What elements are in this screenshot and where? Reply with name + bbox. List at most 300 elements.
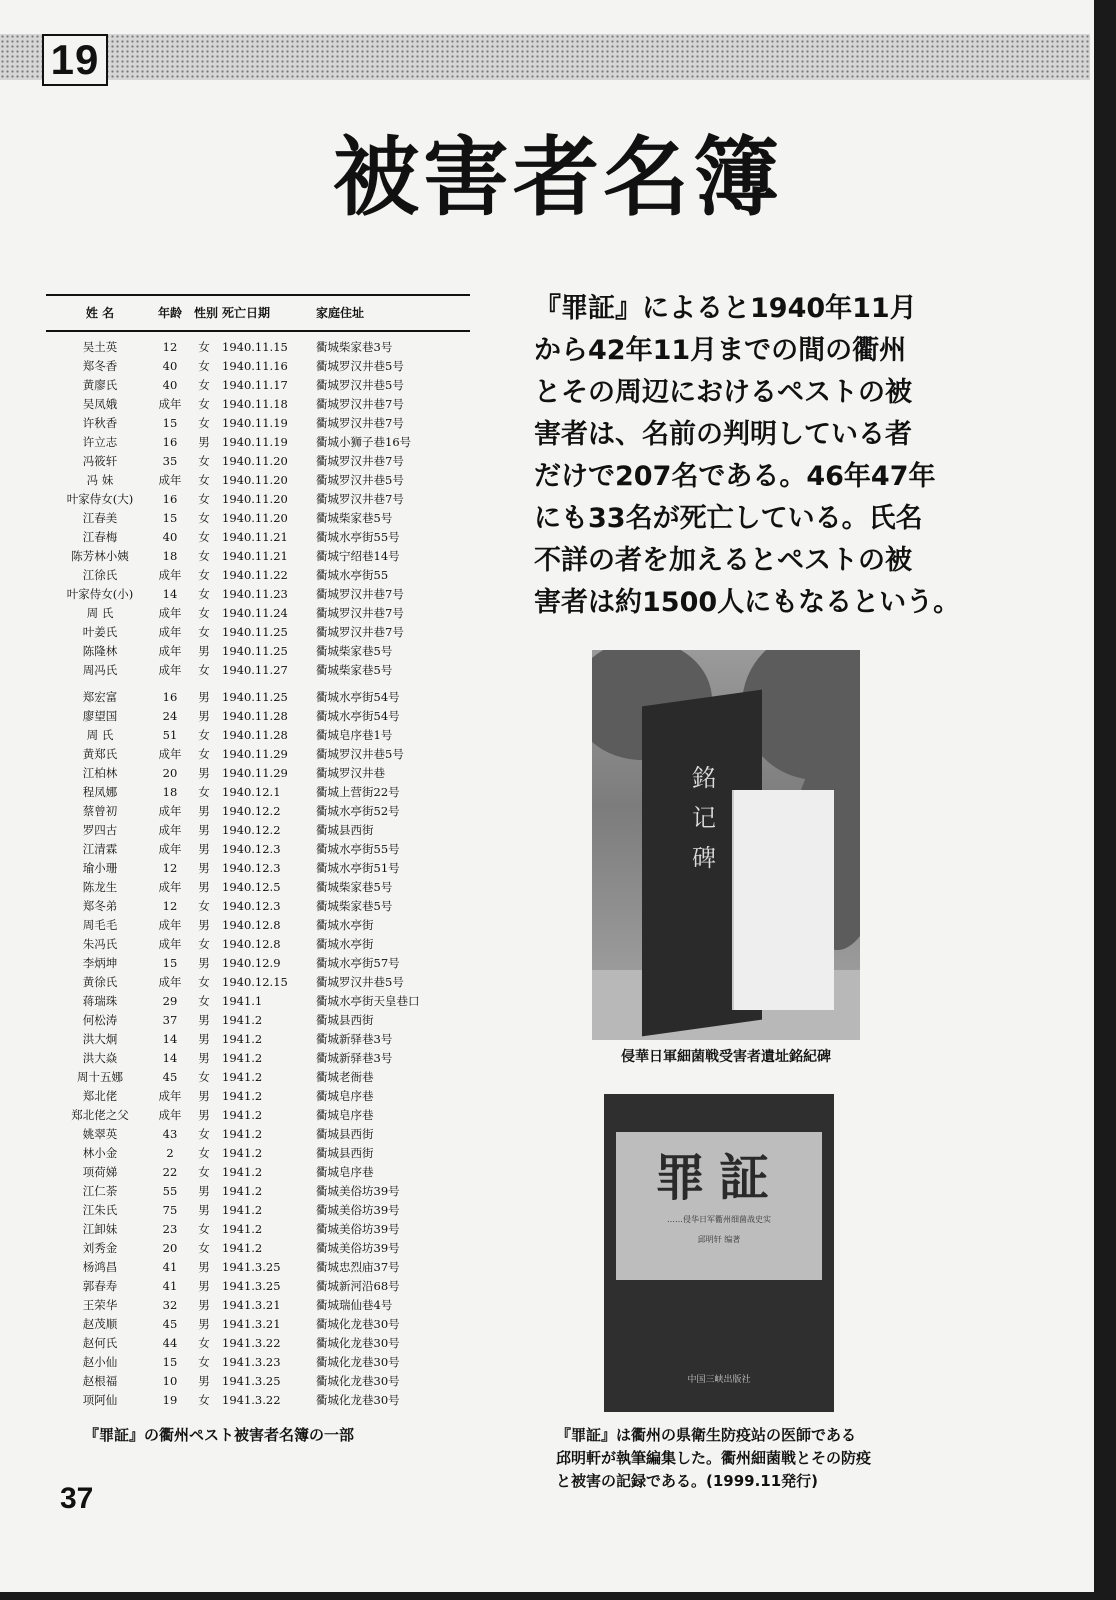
cell-age: 14 bbox=[162, 587, 178, 601]
cell-address: 衢城皂序巷 bbox=[316, 1108, 374, 1122]
cell-age: 51 bbox=[162, 728, 178, 742]
cell-name: 郑北佬 bbox=[82, 1089, 118, 1103]
cell-sex: 男 bbox=[198, 1298, 210, 1312]
cell-sex: 男 bbox=[198, 956, 210, 970]
table-row bbox=[46, 1239, 470, 1258]
table-row bbox=[46, 1163, 470, 1182]
cell-date: 1941.1 bbox=[222, 994, 263, 1008]
cell-name: 罗四古 bbox=[82, 823, 118, 837]
cell-age: 75 bbox=[162, 1203, 178, 1217]
cell-name: 江春美 bbox=[82, 511, 118, 525]
table-row bbox=[46, 992, 470, 1011]
cell-name: 程凤娜 bbox=[82, 785, 118, 799]
cell-name: 黄廖氏 bbox=[82, 378, 118, 392]
cell-date: 1940.12.2 bbox=[222, 804, 281, 818]
book-publisher: 中国三峡出版社 bbox=[687, 1375, 751, 1385]
cell-name: 李炳坤 bbox=[82, 956, 118, 970]
book-caption-line: と被害の記録である。(1999.11発行) bbox=[556, 1472, 819, 1490]
table-row bbox=[46, 642, 470, 661]
cell-name: 赵小仙 bbox=[82, 1355, 118, 1369]
table-row bbox=[46, 1144, 470, 1163]
cell-date: 1941.3.25 bbox=[222, 1260, 281, 1274]
cell-date: 1940.11.29 bbox=[222, 766, 288, 780]
cell-age: 15 bbox=[162, 511, 178, 525]
cell-name: 赵何氏 bbox=[82, 1336, 118, 1350]
cell-sex: 男 bbox=[198, 880, 210, 894]
table-row bbox=[46, 802, 470, 821]
cell-name: 叶家侍女(小) bbox=[66, 587, 134, 601]
table-row bbox=[46, 783, 470, 802]
cell-age: 成年 bbox=[158, 842, 182, 856]
cell-address: 衢城县西街 bbox=[316, 823, 374, 837]
cell-age: 16 bbox=[162, 690, 178, 704]
cell-address: 衢城罗汉井巷7号 bbox=[316, 416, 404, 430]
cell-address: 衢城化龙巷30号 bbox=[316, 1317, 400, 1331]
cell-date: 1940.11.23 bbox=[222, 587, 288, 601]
table-row bbox=[46, 1277, 470, 1296]
cell-sex: 女 bbox=[198, 587, 210, 601]
cell-address: 衢城水亭街 bbox=[316, 937, 374, 951]
cell-date: 1940.12.2 bbox=[222, 823, 281, 837]
cell-name: 江朱氏 bbox=[82, 1203, 118, 1217]
cell-address: 衢城罗汉井巷5号 bbox=[316, 359, 404, 373]
table-row bbox=[46, 623, 470, 642]
cell-sex: 女 bbox=[198, 397, 210, 411]
paragraph-line: 害者は、名前の判明している者 bbox=[534, 419, 912, 450]
cell-address: 衢城柴家巷5号 bbox=[316, 880, 393, 894]
book-caption-line: 邱明軒が執筆編集した。衢州細菌戦とその防疫 bbox=[556, 1449, 872, 1467]
page-title: 被害者名簿 bbox=[333, 128, 783, 228]
cell-address: 衢城新驿巷3号 bbox=[316, 1051, 393, 1065]
cell-age: 15 bbox=[162, 1355, 178, 1369]
cell-name: 冯筱轩 bbox=[82, 454, 118, 468]
book-caption-line: 『罪証』は衢州の県衛生防疫站の医師である bbox=[556, 1426, 857, 1444]
cell-address: 衢城水亭街52号 bbox=[316, 804, 400, 818]
table-row bbox=[46, 688, 470, 707]
cell-sex: 女 bbox=[198, 1222, 210, 1236]
cell-date: 1941.2 bbox=[222, 1013, 263, 1027]
cell-age: 45 bbox=[162, 1070, 178, 1084]
cell-address: 衢城新驿巷3号 bbox=[316, 1032, 393, 1046]
cell-date: 1940.12.15 bbox=[222, 975, 288, 989]
cell-date: 1940.11.28 bbox=[222, 709, 288, 723]
cell-sex: 女 bbox=[198, 747, 210, 761]
cell-address: 衢城宁绍巷14号 bbox=[316, 549, 400, 563]
cell-name: 吴凤娥 bbox=[82, 397, 118, 411]
cell-name: 郑宏富 bbox=[82, 690, 118, 704]
cell-name: 姚翠英 bbox=[82, 1127, 118, 1141]
table-row bbox=[46, 840, 470, 859]
cell-age: 18 bbox=[162, 785, 178, 799]
cell-date: 1941.2 bbox=[222, 1222, 263, 1236]
cell-address: 衢城新河沿68号 bbox=[316, 1279, 400, 1293]
cell-sex: 女 bbox=[198, 1355, 210, 1369]
cell-date: 1940.12.1 bbox=[222, 785, 281, 799]
cell-name: 叶家侍女(大) bbox=[66, 492, 134, 506]
cell-date: 1940.12.3 bbox=[222, 842, 281, 856]
cell-address: 衢城柴家巷5号 bbox=[316, 899, 393, 913]
cell-age: 成年 bbox=[158, 975, 182, 989]
cell-sex: 女 bbox=[198, 663, 210, 677]
table-row bbox=[46, 547, 470, 566]
cell-age: 12 bbox=[162, 899, 178, 913]
table-row bbox=[46, 414, 470, 433]
table-row bbox=[46, 935, 470, 954]
cell-address: 衢城水亭街55 bbox=[316, 568, 389, 582]
table-row bbox=[46, 1296, 470, 1315]
cell-age: 2 bbox=[166, 1146, 174, 1160]
cell-date: 1940.11.22 bbox=[222, 568, 288, 582]
cell-name: 蔡曾初 bbox=[82, 804, 118, 818]
cell-address: 衢城美俗坊39号 bbox=[316, 1241, 400, 1255]
table-row bbox=[46, 1353, 470, 1372]
cell-date: 1940.11.29 bbox=[222, 747, 288, 761]
cell-sex: 女 bbox=[198, 975, 210, 989]
cell-address: 衢城瑞仙巷4号 bbox=[316, 1298, 393, 1312]
table-row bbox=[46, 859, 470, 878]
cell-sex: 女 bbox=[198, 1393, 210, 1407]
cell-name: 郑北佬之父 bbox=[71, 1108, 129, 1122]
cell-sex: 男 bbox=[198, 1203, 210, 1217]
description-paragraph bbox=[534, 288, 970, 624]
cell-age: 成年 bbox=[158, 568, 182, 582]
cell-age: 45 bbox=[162, 1317, 178, 1331]
cell-name: 江仁荼 bbox=[82, 1184, 118, 1198]
cell-age: 20 bbox=[162, 1241, 178, 1255]
cell-address: 衢城罗汉井巷7号 bbox=[316, 587, 404, 601]
cell-sex: 男 bbox=[198, 1317, 210, 1331]
col-sex: 性别 bbox=[194, 306, 219, 320]
cell-address: 衢城上营街22号 bbox=[316, 785, 400, 799]
cell-age: 40 bbox=[162, 359, 178, 373]
cell-sex: 男 bbox=[198, 644, 210, 658]
cell-sex: 女 bbox=[198, 492, 210, 506]
cell-age: 41 bbox=[162, 1279, 178, 1293]
cell-sex: 男 bbox=[198, 1108, 210, 1122]
cell-sex: 女 bbox=[198, 785, 210, 799]
cell-address: 衢城化龙巷30号 bbox=[316, 1374, 400, 1388]
memorial-slab bbox=[732, 790, 834, 1010]
table-row bbox=[46, 726, 470, 745]
paragraph-line: にも33名が死亡している。氏名 bbox=[534, 503, 923, 534]
cell-age: 成年 bbox=[158, 823, 182, 837]
cell-name: 郑冬弟 bbox=[82, 899, 118, 913]
section-number: 19 bbox=[42, 34, 108, 86]
cell-sex: 女 bbox=[198, 606, 210, 620]
cell-date: 1940.11.19 bbox=[222, 435, 288, 449]
cell-name: 郭春寿 bbox=[82, 1279, 118, 1293]
cell-address: 衢城水亭街55号 bbox=[316, 530, 400, 544]
cell-sex: 女 bbox=[198, 454, 210, 468]
table-row bbox=[46, 376, 470, 395]
table-body bbox=[46, 332, 470, 1408]
cell-name: 周冯氏 bbox=[82, 663, 118, 677]
table-row bbox=[46, 1125, 470, 1144]
cell-date: 1940.11.25 bbox=[222, 690, 288, 704]
cell-name: 冯 妹 bbox=[86, 473, 114, 487]
cell-sex: 女 bbox=[198, 728, 210, 742]
cell-date: 1941.2 bbox=[222, 1051, 263, 1065]
cell-age: 成年 bbox=[158, 937, 182, 951]
cell-sex: 男 bbox=[198, 1279, 210, 1293]
cell-name: 江柏林 bbox=[82, 766, 118, 780]
table-row bbox=[46, 452, 470, 471]
cell-date: 1940.12.8 bbox=[222, 918, 281, 932]
cell-date: 1941.3.22 bbox=[222, 1393, 281, 1407]
page-edge-shadow bbox=[1094, 0, 1116, 1600]
cell-date: 1940.12.8 bbox=[222, 937, 281, 951]
cell-name: 陈芳林小姨 bbox=[71, 549, 129, 563]
book-subtitle: ……侵华日军衢州细菌战史实 bbox=[667, 1215, 771, 1224]
cell-address: 衢城罗汉井巷5号 bbox=[316, 378, 404, 392]
cell-date: 1940.11.18 bbox=[222, 397, 288, 411]
cell-address: 衢城罗汉井巷5号 bbox=[316, 747, 404, 761]
cell-age: 成年 bbox=[158, 1089, 182, 1103]
cell-age: 成年 bbox=[158, 644, 182, 658]
cell-age: 成年 bbox=[158, 606, 182, 620]
page-bottom-edge bbox=[0, 1592, 1116, 1600]
cell-age: 23 bbox=[162, 1222, 178, 1236]
cell-sex: 女 bbox=[198, 568, 210, 582]
cell-date: 1940.12.3 bbox=[222, 861, 281, 875]
cell-age: 44 bbox=[162, 1336, 178, 1350]
cell-sex: 男 bbox=[198, 1032, 210, 1046]
cell-name: 王荣华 bbox=[82, 1298, 118, 1312]
cell-sex: 男 bbox=[198, 1013, 210, 1027]
cell-sex: 男 bbox=[198, 709, 210, 723]
cell-age: 14 bbox=[162, 1032, 178, 1046]
table-row bbox=[46, 1258, 470, 1277]
cell-address: 衢城化龙巷30号 bbox=[316, 1336, 400, 1350]
cell-age: 成年 bbox=[158, 625, 182, 639]
cell-address: 衢城美俗坊39号 bbox=[316, 1203, 400, 1217]
cell-sex: 女 bbox=[198, 1127, 210, 1141]
table-row bbox=[46, 661, 470, 680]
cell-sex: 男 bbox=[198, 1260, 210, 1274]
book-author: 邱明轩 编著 bbox=[697, 1235, 741, 1244]
cell-date: 1941.2 bbox=[222, 1108, 263, 1122]
cell-name: 许秋香 bbox=[82, 416, 118, 430]
table-row bbox=[46, 707, 470, 726]
cell-address: 衢城水亭街55号 bbox=[316, 842, 400, 856]
cell-sex: 女 bbox=[198, 473, 210, 487]
cell-address: 衢城水亭街 bbox=[316, 918, 374, 932]
table-row bbox=[46, 604, 470, 623]
cell-date: 1941.2 bbox=[222, 1127, 263, 1141]
cell-age: 10 bbox=[162, 1374, 178, 1388]
cell-sex: 女 bbox=[198, 994, 210, 1008]
cell-address: 衢城皂序巷1号 bbox=[316, 728, 393, 742]
cell-address: 衢城罗汉井巷7号 bbox=[316, 397, 404, 411]
cell-sex: 女 bbox=[198, 1241, 210, 1255]
cell-sex: 女 bbox=[198, 378, 210, 392]
table-row bbox=[46, 1106, 470, 1125]
table-row bbox=[46, 433, 470, 452]
cell-date: 1940.11.21 bbox=[222, 549, 288, 563]
cell-sex: 男 bbox=[198, 823, 210, 837]
cell-sex: 男 bbox=[198, 1184, 210, 1198]
cell-age: 55 bbox=[162, 1184, 178, 1198]
cell-sex: 女 bbox=[198, 1336, 210, 1350]
table-row bbox=[46, 1201, 470, 1220]
cell-sex: 女 bbox=[198, 359, 210, 373]
cell-address: 衢城罗汉井巷7号 bbox=[316, 492, 404, 506]
cell-name: 洪大焱 bbox=[82, 1051, 118, 1065]
cell-date: 1940.12.3 bbox=[222, 899, 281, 913]
cell-age: 32 bbox=[162, 1298, 178, 1312]
cell-name: 江卸妹 bbox=[82, 1222, 118, 1236]
cell-age: 18 bbox=[162, 549, 178, 563]
cell-age: 成年 bbox=[158, 747, 182, 761]
cell-name: 朱冯氏 bbox=[82, 937, 118, 951]
cell-address: 衢城化龙巷30号 bbox=[316, 1355, 400, 1369]
table-row bbox=[46, 1049, 470, 1068]
paragraph-line: だけで207名である。46年47年 bbox=[534, 461, 936, 492]
table-row bbox=[46, 1068, 470, 1087]
cell-date: 1940.11.20 bbox=[222, 473, 288, 487]
cell-age: 15 bbox=[162, 416, 178, 430]
cell-age: 40 bbox=[162, 378, 178, 392]
cell-sex: 女 bbox=[198, 625, 210, 639]
cell-date: 1940.12.5 bbox=[222, 880, 281, 894]
table-row bbox=[46, 1391, 470, 1410]
cell-age: 成年 bbox=[158, 473, 182, 487]
table-row bbox=[46, 745, 470, 764]
cell-address: 衢城水亭街天皇巷口 bbox=[316, 994, 420, 1008]
cell-age: 24 bbox=[162, 709, 178, 723]
cell-name: 郑冬香 bbox=[82, 359, 118, 373]
cell-sex: 男 bbox=[198, 1051, 210, 1065]
book-cover bbox=[604, 1094, 834, 1412]
cell-sex: 女 bbox=[198, 1165, 210, 1179]
cell-date: 1940.11.16 bbox=[222, 359, 288, 373]
col-address: 家庭住址 bbox=[316, 306, 365, 320]
photo-caption: 侵華日軍細菌戦受害者遺址銘紀碑 bbox=[621, 1049, 831, 1065]
table-row bbox=[46, 1087, 470, 1106]
table-row bbox=[46, 490, 470, 509]
table-row bbox=[46, 509, 470, 528]
cell-address: 衢城皂序巷 bbox=[316, 1089, 374, 1103]
cell-address: 衢城县西街 bbox=[316, 1013, 374, 1027]
cell-sex: 男 bbox=[198, 861, 210, 875]
cell-address: 衢城美俗坊39号 bbox=[316, 1222, 400, 1236]
cell-name: 江徐氏 bbox=[82, 568, 118, 582]
cell-age: 成年 bbox=[158, 804, 182, 818]
cell-date: 1941.2 bbox=[222, 1165, 263, 1179]
cell-name: 洪大炯 bbox=[82, 1032, 118, 1046]
cell-age: 43 bbox=[162, 1127, 178, 1141]
col-date: 死亡日期 bbox=[222, 306, 271, 320]
cell-date: 1941.2 bbox=[222, 1203, 263, 1217]
paragraph-line: 『罪証』によると1940年11月 bbox=[534, 293, 917, 324]
cell-address: 衢城水亭街57号 bbox=[316, 956, 400, 970]
cell-name: 林小金 bbox=[82, 1146, 118, 1160]
table-row bbox=[46, 764, 470, 783]
cell-date: 1940.11.20 bbox=[222, 454, 288, 468]
cell-sex: 男 bbox=[198, 842, 210, 856]
table-row bbox=[46, 338, 470, 357]
cell-address: 衢城化龙巷30号 bbox=[316, 1393, 400, 1407]
page-number: 37 bbox=[60, 1482, 94, 1515]
paragraph-line: とその周辺におけるペストの被 bbox=[534, 377, 912, 408]
book-caption bbox=[556, 1424, 916, 1493]
cell-name: 黄郑氏 bbox=[82, 747, 118, 761]
table-row bbox=[46, 1372, 470, 1391]
cell-name: 项荷娣 bbox=[82, 1165, 118, 1179]
cell-address: 衢城县西街 bbox=[316, 1127, 374, 1141]
cell-name: 许立志 bbox=[82, 435, 118, 449]
cell-age: 12 bbox=[162, 861, 178, 875]
cell-address: 衢城罗汉井巷5号 bbox=[316, 473, 404, 487]
cell-address: 衢城柴家巷5号 bbox=[316, 511, 393, 525]
table-row bbox=[46, 1011, 470, 1030]
cell-date: 1941.2 bbox=[222, 1070, 263, 1084]
table-row bbox=[46, 878, 470, 897]
cell-sex: 女 bbox=[198, 899, 210, 913]
table-header bbox=[46, 296, 470, 330]
cell-date: 1940.11.20 bbox=[222, 511, 288, 525]
table-row bbox=[46, 1220, 470, 1239]
col-name: 姓 名 bbox=[85, 306, 115, 320]
cell-date: 1940.11.28 bbox=[222, 728, 288, 742]
cell-address: 衢城老衙巷 bbox=[316, 1070, 374, 1084]
cell-age: 35 bbox=[162, 454, 178, 468]
header-band bbox=[0, 34, 1090, 80]
cell-date: 1940.11.24 bbox=[222, 606, 288, 620]
table-row bbox=[46, 357, 470, 376]
table-row bbox=[46, 566, 470, 585]
cell-age: 成年 bbox=[158, 397, 182, 411]
cell-age: 41 bbox=[162, 1260, 178, 1274]
cell-sex: 女 bbox=[198, 530, 210, 544]
cell-name: 周 氏 bbox=[86, 728, 114, 742]
cell-name: 黄徐氏 bbox=[82, 975, 118, 989]
cell-name: 何松涛 bbox=[82, 1013, 118, 1027]
cell-name: 周毛毛 bbox=[82, 918, 118, 932]
cell-date: 1941.2 bbox=[222, 1146, 263, 1160]
table-row bbox=[46, 1315, 470, 1334]
cell-address: 衢城罗汉井巷7号 bbox=[316, 625, 404, 639]
cell-date: 1941.3.21 bbox=[222, 1317, 281, 1331]
cell-name: 叶姜氏 bbox=[82, 625, 118, 639]
cell-name: 赵茂顺 bbox=[82, 1317, 118, 1331]
cell-sex: 男 bbox=[198, 435, 210, 449]
cell-date: 1940.11.19 bbox=[222, 416, 288, 430]
cell-age: 成年 bbox=[158, 1108, 182, 1122]
cell-address: 衢城罗汉井巷5号 bbox=[316, 975, 404, 989]
table-row bbox=[46, 916, 470, 935]
cell-name: 吴土英 bbox=[82, 340, 118, 354]
cell-name: 杨鸿昌 bbox=[82, 1260, 118, 1274]
cell-address: 衢城罗汉井巷7号 bbox=[316, 454, 404, 468]
cell-date: 1941.3.23 bbox=[222, 1355, 281, 1369]
table-row bbox=[46, 821, 470, 840]
table-row bbox=[46, 954, 470, 973]
cell-sex: 女 bbox=[198, 937, 210, 951]
table-row bbox=[46, 1030, 470, 1049]
paragraph-line: から42年11月までの間の衢州 bbox=[534, 335, 907, 366]
cell-date: 1941.2 bbox=[222, 1032, 263, 1046]
table-row bbox=[46, 395, 470, 414]
cell-sex: 男 bbox=[198, 804, 210, 818]
cell-name: 江清霖 bbox=[82, 842, 118, 856]
table-row bbox=[46, 585, 470, 604]
table-row bbox=[46, 1334, 470, 1353]
cell-date: 1941.3.25 bbox=[222, 1374, 281, 1388]
cell-name: 江春梅 bbox=[82, 530, 118, 544]
cell-date: 1941.3.25 bbox=[222, 1279, 281, 1293]
cell-address: 衢城小狮子巷16号 bbox=[316, 435, 412, 449]
